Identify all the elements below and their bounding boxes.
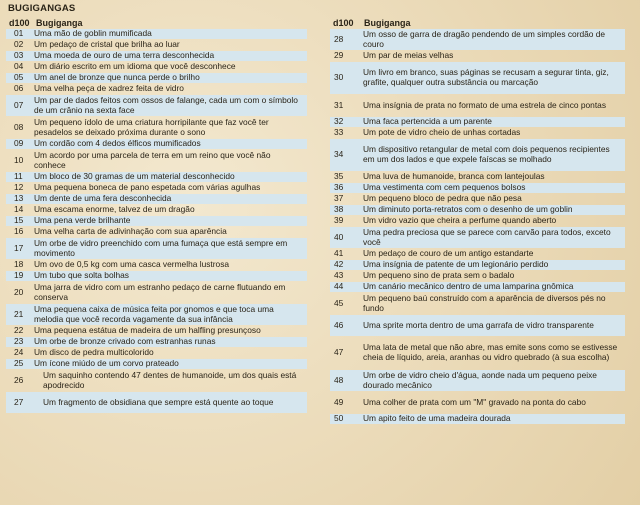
header-number: d100 xyxy=(9,17,30,28)
row-number: 09 xyxy=(14,139,24,149)
row-text: Um canário mecânico dentro de uma lamparina gnômica xyxy=(363,282,574,292)
table-row xyxy=(6,183,307,193)
row-number: 18 xyxy=(14,260,24,270)
row-number: 24 xyxy=(14,348,24,358)
table-row xyxy=(330,139,625,171)
row-text: Um pedaço de cristal que brilha ao luar xyxy=(34,40,180,50)
row-text: Uma insígnia de prata no formato de uma estrela de cinco pontas xyxy=(363,99,607,110)
table-row xyxy=(6,370,307,391)
row-number: 08 xyxy=(14,121,24,132)
row-text: Uma velha carta de adivinhação com sua aparência xyxy=(34,227,227,237)
table-row xyxy=(330,392,625,413)
row-text: Um pedaço de couro de um antigo estandarte xyxy=(363,249,534,259)
row-text: Um apito feito de uma madeira dourada xyxy=(363,414,511,424)
row-number: 41 xyxy=(334,249,344,259)
table-row xyxy=(6,95,307,116)
row-number: 36 xyxy=(334,183,344,193)
table-row xyxy=(6,359,307,369)
table-row xyxy=(6,150,307,171)
row-number: 38 xyxy=(334,205,344,215)
row-number: 17 xyxy=(14,242,24,253)
row-text: Um tubo que solta bolhas xyxy=(34,271,129,281)
table-row xyxy=(6,227,307,237)
table-row xyxy=(6,260,307,270)
trinkets-table-left xyxy=(6,17,307,413)
row-text: Uma moeda de ouro de uma terra desconhecida xyxy=(34,51,215,61)
table-row xyxy=(330,227,625,248)
table-row xyxy=(330,249,625,259)
table-row xyxy=(6,326,307,336)
row-number: 28 xyxy=(334,33,344,44)
table-row xyxy=(330,282,625,292)
row-text: Um pequeno ídolo de uma criatura horripilante que faz você ter pesadelos se deixado próxima durante o sono xyxy=(34,117,269,137)
table-row xyxy=(6,348,307,358)
row-text: Um anel de bronze que nunca perde o brilho xyxy=(34,73,200,83)
row-number: 10 xyxy=(14,154,24,165)
row-number: 27 xyxy=(14,396,24,407)
header-number: d100 xyxy=(333,17,354,28)
trinkets-table-right xyxy=(330,17,625,424)
table-header xyxy=(330,17,625,28)
table-row xyxy=(330,205,625,215)
table-header xyxy=(6,17,307,28)
row-number: 23 xyxy=(14,337,24,347)
header-item: Bugiganga xyxy=(36,17,83,28)
row-number: 42 xyxy=(334,260,344,270)
row-number: 04 xyxy=(14,62,24,72)
table-row xyxy=(330,260,625,270)
row-number: 35 xyxy=(334,172,344,182)
table-row xyxy=(330,29,625,50)
table-row xyxy=(6,271,307,281)
row-text: Uma insígnia de patente de um legionário perdido xyxy=(363,260,549,270)
row-text: Um par de meias velhas xyxy=(363,51,454,61)
row-number: 02 xyxy=(14,40,24,50)
row-text: Um osso de garra de dragão pendendo de um simples cordão de couro xyxy=(363,29,606,49)
row-number: 16 xyxy=(14,227,24,237)
table-row xyxy=(6,84,307,94)
row-number: 39 xyxy=(334,216,344,226)
row-number: 19 xyxy=(14,271,24,281)
header-item: Bugiganga xyxy=(364,17,411,28)
row-number: 20 xyxy=(14,286,24,297)
row-number: 13 xyxy=(14,194,24,204)
table-row xyxy=(6,238,307,259)
table-row xyxy=(330,117,625,127)
row-number: 31 xyxy=(334,99,344,110)
row-text: Uma lata de metal que não abre, mas emite sons como se estivesse cheia de líquido, areia, aranhas ou vidro quebrado (à sua escolha) xyxy=(363,342,618,362)
row-number: 22 xyxy=(14,326,24,336)
table-title: BUGIGANGAS xyxy=(8,3,76,14)
row-number: 44 xyxy=(334,282,344,292)
row-number: 03 xyxy=(14,51,24,61)
table-row xyxy=(6,304,307,325)
row-text: Uma velha peça de xadrez feita de vidro xyxy=(34,84,184,94)
row-text: Um pote de vidro cheio de unhas cortadas xyxy=(363,128,521,138)
row-text: Um pequeno baú construído com a aparência de diversos pés no fundo xyxy=(363,293,606,313)
row-text: Uma pedra preciosa que se parece com carvão para todos, exceto você xyxy=(363,227,611,247)
row-text: Uma escama enorme, talvez de um dragão xyxy=(34,205,195,215)
table-row xyxy=(6,337,307,347)
row-number: 45 xyxy=(334,297,344,308)
row-number: 14 xyxy=(14,205,24,215)
row-number: 15 xyxy=(14,216,24,226)
row-text: Um orbe de vidro cheio d'água, aonde nada um pequeno peixe dourado mecânico xyxy=(363,370,597,390)
row-text: Um par de dados feitos com ossos de falange, cada um com o símbolo de um crânio na sexta face xyxy=(34,95,298,115)
table-row xyxy=(330,95,625,116)
row-text: Um ícone miúdo de um corvo prateado xyxy=(34,359,179,369)
row-number: 34 xyxy=(334,149,344,160)
table-row xyxy=(6,62,307,72)
row-number: 11 xyxy=(14,172,23,182)
row-text: Uma vestimenta com cem pequenos bolsos xyxy=(363,183,526,193)
row-text: Uma pequena caixa de música feita por gnomos e que toca uma melodia que você recorda vagamente da sua infância xyxy=(34,304,274,324)
row-text: Um disco de pedra multicolorido xyxy=(34,348,154,358)
row-text: Um livro em branco, suas páginas se recusam a segurar tinta, giz, grafite, qualquer outra substância ou marcação xyxy=(363,67,609,87)
row-text: Um vidro vazio que cheira a perfume quando aberto xyxy=(363,216,557,226)
row-number: 29 xyxy=(334,51,344,61)
row-number: 01 xyxy=(14,29,24,39)
row-text: Um pequeno sino de prata sem o badalo xyxy=(363,271,515,281)
table-row xyxy=(330,271,625,281)
table-row xyxy=(6,282,307,303)
table-row xyxy=(330,62,625,94)
table-row xyxy=(6,73,307,83)
row-text: Um fragmento de obsidiana que sempre está quente ao toque xyxy=(43,396,274,407)
row-text: Uma luva de humanoide, branca com lantejoulas xyxy=(363,172,545,182)
table-row xyxy=(330,172,625,182)
row-text: Uma pequena estátua de madeira de um halfling presunçoso xyxy=(34,326,261,336)
table-row xyxy=(6,205,307,215)
row-number: 25 xyxy=(14,359,24,369)
table-row xyxy=(330,183,625,193)
table-row xyxy=(6,117,307,138)
row-text: Um ovo de 0,5 kg com uma casca vermelha lustrosa xyxy=(34,260,230,270)
row-text: Uma mão de goblin mumificada xyxy=(34,29,152,39)
table-row xyxy=(330,51,625,61)
table-row xyxy=(6,194,307,204)
row-text: Um cordão com 4 dedos élficos mumificados xyxy=(34,139,201,149)
row-number: 49 xyxy=(334,396,344,407)
row-number: 47 xyxy=(334,347,344,358)
row-text: Um saquinho contendo 47 dentes de humanoide, um dos quais está apodrecido xyxy=(43,370,297,390)
row-number: 33 xyxy=(334,128,344,138)
row-text: Uma jarra de vidro com um estranho pedaço de carne flutuando em conserva xyxy=(34,282,286,302)
row-text: Uma faca pertencida a um parente xyxy=(363,117,492,127)
row-text: Uma pena verde brilhante xyxy=(34,216,131,226)
row-text: Um pequeno bloco de pedra que não pesa xyxy=(363,194,522,204)
table-row xyxy=(330,194,625,204)
row-number: 26 xyxy=(14,374,24,385)
row-text: Um dente de uma fera desconhecida xyxy=(34,194,172,204)
table-row xyxy=(6,40,307,50)
row-text: Uma pequena boneca de pano espetada com várias agulhas xyxy=(34,183,261,193)
row-number: 05 xyxy=(14,73,24,83)
row-text: Um diminuto porta-retratos com o desenho de um goblin xyxy=(363,205,573,215)
table-row xyxy=(6,392,307,413)
table-row xyxy=(330,414,625,424)
table-row xyxy=(330,128,625,138)
row-text: Um diário escrito em um idioma que você desconhece xyxy=(34,62,236,72)
row-number: 40 xyxy=(334,231,344,242)
row-number: 21 xyxy=(14,308,24,319)
table-row xyxy=(6,51,307,61)
row-number: 37 xyxy=(334,194,344,204)
row-text: Um bloco de 30 gramas de um material desconhecido xyxy=(34,172,235,182)
table-row xyxy=(330,216,625,226)
table-row xyxy=(330,370,625,391)
row-number: 50 xyxy=(334,414,344,424)
table-row xyxy=(6,139,307,149)
row-text: Um orbe de vidro preenchido com uma fumaça que está sempre em movimento xyxy=(34,238,288,258)
row-number: 32 xyxy=(334,117,344,127)
row-number: 07 xyxy=(14,99,24,110)
row-number: 12 xyxy=(14,183,24,193)
table-row xyxy=(6,172,307,182)
row-number: 30 xyxy=(334,72,344,83)
row-number: 48 xyxy=(334,374,344,385)
row-text: Uma colher de prata com um "M" gravado na ponta do cabo xyxy=(363,396,586,407)
row-number: 46 xyxy=(334,319,344,330)
row-number: 06 xyxy=(14,84,24,94)
table-row xyxy=(6,29,307,39)
row-text: Um dispositivo retangular de metal com dois pequenos recipientes em um dos lados e que expele faíscas se molhado xyxy=(363,144,610,164)
table-row xyxy=(330,337,625,369)
table-row xyxy=(330,293,625,314)
row-text: Um acordo por uma parcela de terra em um reino que você não conhece xyxy=(34,150,271,170)
row-number: 43 xyxy=(334,271,344,281)
table-row xyxy=(330,315,625,336)
row-text: Um orbe de bronze crivado com estranhas runas xyxy=(34,337,216,347)
table-row xyxy=(6,216,307,226)
row-text: Uma sprite morta dentro de uma garrafa de vidro transparente xyxy=(363,319,594,330)
